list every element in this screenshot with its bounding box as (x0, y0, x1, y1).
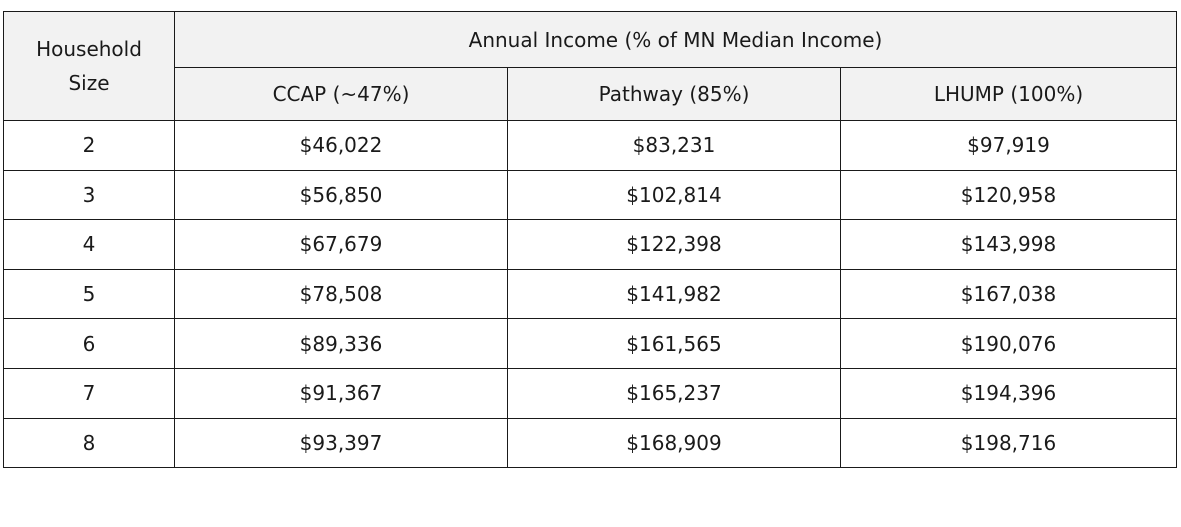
table-row (4, 121, 1177, 171)
cell-household-size: 3 (4, 170, 175, 220)
cell-pathway: $165,237 (508, 368, 841, 418)
table-row (4, 418, 1177, 468)
cell-lhump: $120,958 (841, 170, 1177, 220)
table-row (4, 319, 1177, 369)
cell-ccap: $93,397 (175, 418, 508, 468)
cell-lhump: $143,998 (841, 220, 1177, 270)
cell-pathway: $161,565 (508, 319, 841, 369)
cell-household-size: 8 (4, 418, 175, 468)
cell-lhump: $198,716 (841, 418, 1177, 468)
cell-ccap: $89,336 (175, 319, 508, 369)
cell-pathway: $83,231 (508, 121, 841, 171)
cell-household-size: 6 (4, 319, 175, 369)
cell-lhump: $97,919 (841, 121, 1177, 171)
cell-ccap: $67,679 (175, 220, 508, 270)
cell-ccap: $78,508 (175, 269, 508, 319)
header-household-size-line2: Size (68, 71, 110, 95)
cell-household-size: 4 (4, 220, 175, 270)
header-lhump: LHUMP (100%) (841, 68, 1177, 121)
income-table (3, 11, 1177, 468)
cell-lhump: $190,076 (841, 319, 1177, 369)
header-household-size-line1: Household (36, 37, 142, 61)
cell-ccap: $91,367 (175, 368, 508, 418)
header-pathway: Pathway (85%) (508, 68, 841, 121)
table-row (4, 170, 1177, 220)
cell-ccap: $46,022 (175, 121, 508, 171)
header-annual-income: Annual Income (% of MN Median Income) (175, 12, 1177, 68)
cell-ccap: $56,850 (175, 170, 508, 220)
cell-household-size: 2 (4, 121, 175, 171)
table-row (4, 220, 1177, 270)
header-household-size (4, 12, 175, 121)
cell-household-size: 7 (4, 368, 175, 418)
cell-pathway: $122,398 (508, 220, 841, 270)
table-row (4, 269, 1177, 319)
cell-pathway: $102,814 (508, 170, 841, 220)
cell-pathway: $141,982 (508, 269, 841, 319)
header-ccap: CCAP (~47%) (175, 68, 508, 121)
cell-household-size: 5 (4, 269, 175, 319)
cell-pathway: $168,909 (508, 418, 841, 468)
table-row (4, 368, 1177, 418)
cell-lhump: $167,038 (841, 269, 1177, 319)
cell-lhump: $194,396 (841, 368, 1177, 418)
income-table-container (3, 11, 1177, 468)
